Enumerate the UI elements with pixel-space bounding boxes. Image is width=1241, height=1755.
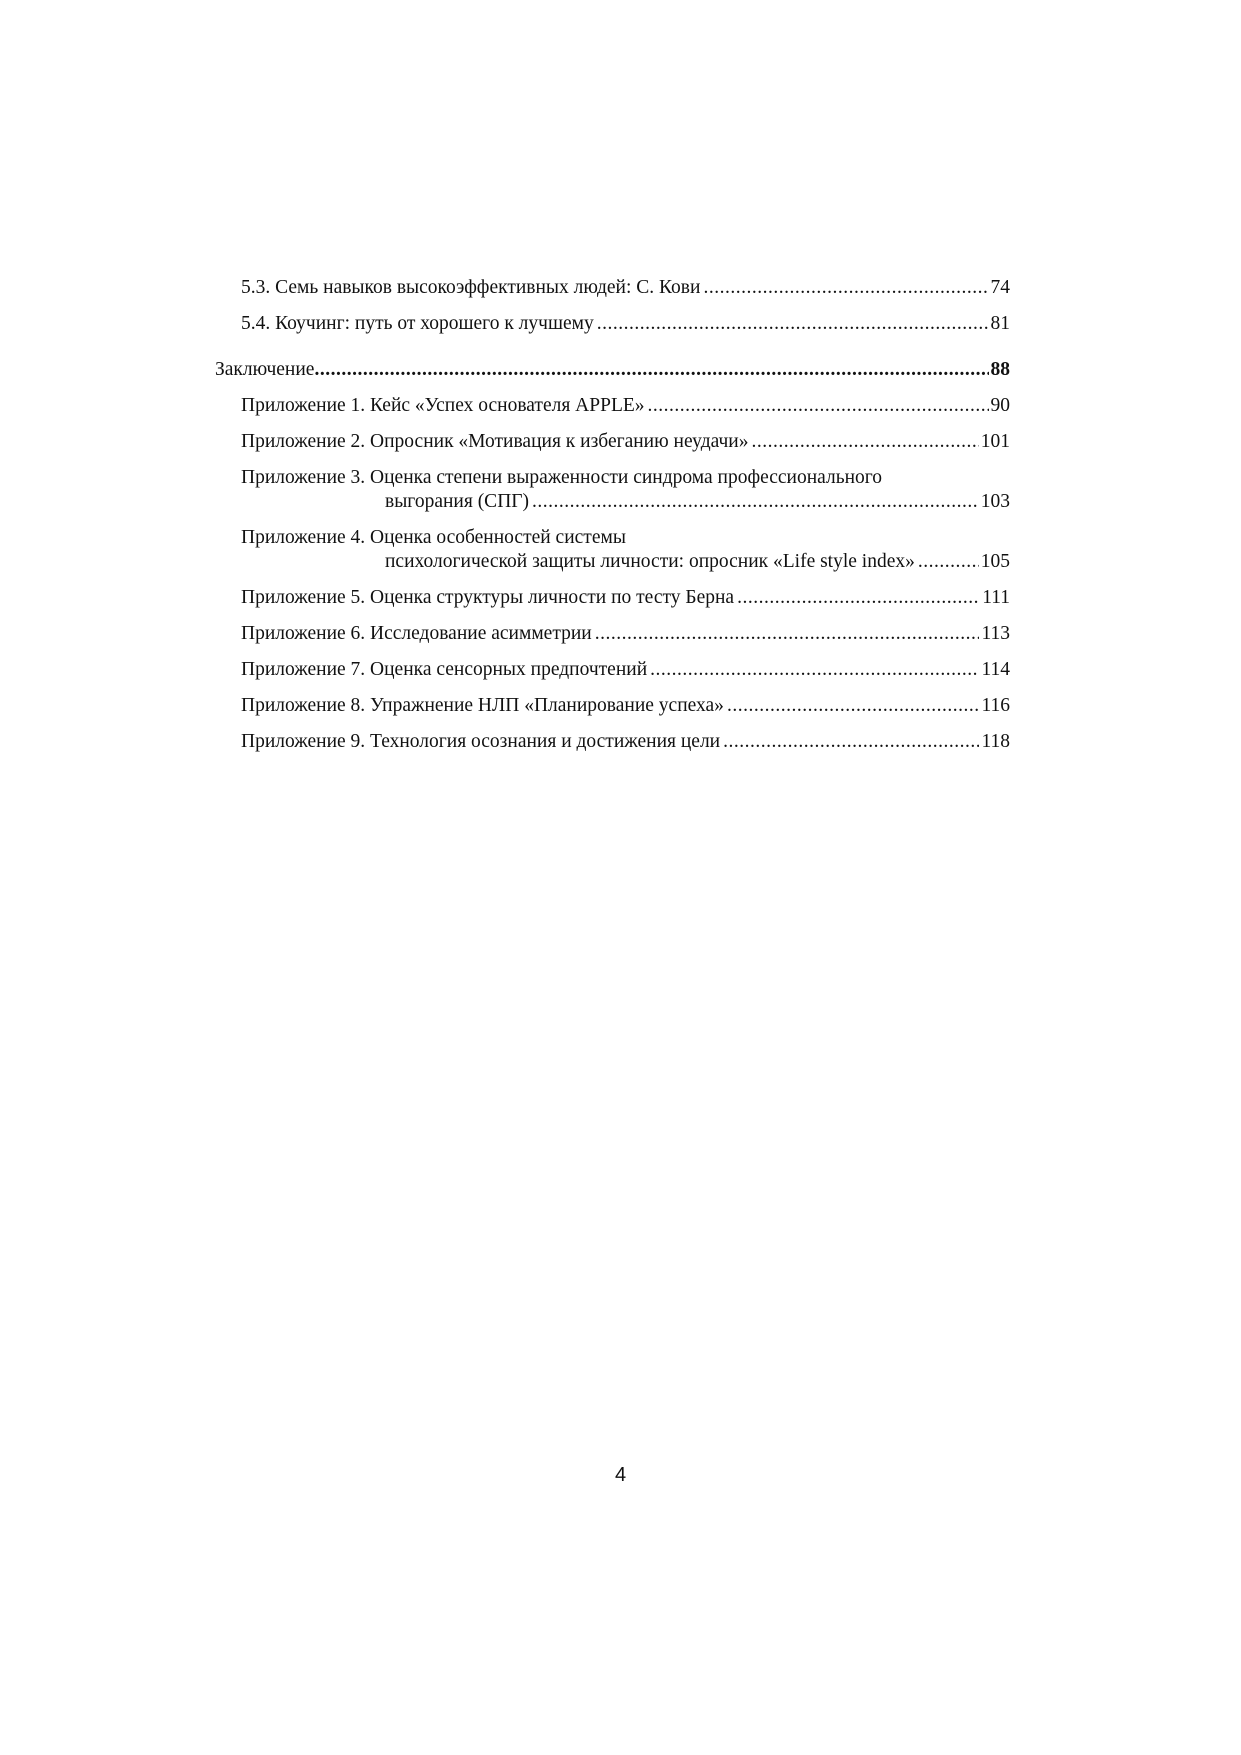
toc-leader-dots bbox=[650, 658, 979, 682]
toc-entry-title: Приложение 7. Оценка сенсорных предпочтений bbox=[241, 659, 648, 680]
page-number: 4 bbox=[614, 1464, 627, 1486]
toc-leader-dots bbox=[314, 358, 988, 382]
toc-entry-appendix-6[interactable] bbox=[215, 622, 1010, 646]
toc-entry-page: 113 bbox=[981, 623, 1010, 644]
toc-entry-title: Приложение 1. Кейс «Успех основателя APPLE» bbox=[241, 395, 645, 416]
toc-entry-title-continued: психологической защиты личности: опросник «Life style index» bbox=[385, 551, 915, 572]
toc-entry-title: Приложение 2. Опросник «Мотивация к избеганию неудачи» bbox=[241, 431, 749, 452]
toc-entry-appendix-9[interactable] bbox=[215, 730, 1010, 754]
toc-entry-title: 5.3. Семь навыков высокоэффективных людей: С. Кови bbox=[241, 277, 701, 298]
toc-entry-title-continued: выгорания (СПГ) bbox=[385, 491, 530, 512]
toc-leader-dots bbox=[751, 430, 978, 454]
toc-entry-page: 88 bbox=[990, 359, 1010, 380]
toc-entry-page: 111 bbox=[982, 587, 1010, 608]
toc-entry-appendix-4[interactable] bbox=[215, 526, 1010, 574]
toc-entry-page: 101 bbox=[980, 431, 1010, 452]
toc-leader-dots bbox=[648, 394, 989, 418]
toc-entry-title: 5.4. Коучинг: путь от хорошего к лучшему bbox=[241, 313, 594, 334]
toc-entry-page: 116 bbox=[981, 695, 1010, 716]
toc-entry-title: Приложение 5. Оценка структуры личности по тесту Берна bbox=[241, 587, 735, 608]
toc-leader-dots bbox=[737, 586, 980, 610]
toc-leader-dots bbox=[595, 622, 980, 646]
toc-entry-title: Заключение bbox=[215, 359, 315, 380]
toc-entry-page: 103 bbox=[980, 491, 1010, 512]
toc-entry-page: 74 bbox=[990, 277, 1010, 298]
toc-leader-dots bbox=[597, 312, 989, 336]
toc-entry-title: Приложение 3. Оценка степени выраженности синдрома профессионального bbox=[241, 467, 883, 488]
toc-entry-title: Приложение 4. Оценка особенностей системы bbox=[241, 527, 626, 548]
toc-entry-page: 81 bbox=[990, 313, 1010, 334]
toc-leader-dots bbox=[703, 276, 988, 300]
toc-entry-title: Приложение 9. Технология осознания и достижения цели bbox=[241, 731, 721, 752]
toc-leader-dots bbox=[723, 730, 979, 754]
toc-leader-dots bbox=[532, 490, 979, 514]
toc-entry-page: 105 bbox=[980, 551, 1010, 572]
toc-entry-appendix-2[interactable] bbox=[215, 430, 1010, 454]
toc-entry-appendix-7[interactable] bbox=[215, 658, 1010, 682]
toc-entry-conclusion[interactable] bbox=[215, 358, 1010, 382]
toc-entry-title: Приложение 6. Исследование асимметрии bbox=[241, 623, 592, 644]
toc-entry-appendix-8[interactable] bbox=[215, 694, 1010, 718]
toc-entry-5-3[interactable] bbox=[215, 276, 1010, 300]
table-of-contents bbox=[215, 276, 1010, 754]
toc-entry-page: 118 bbox=[981, 731, 1010, 752]
toc-entry-page: 90 bbox=[990, 395, 1010, 416]
toc-entry-5-4[interactable] bbox=[215, 312, 1010, 336]
toc-leader-dots bbox=[918, 550, 979, 574]
toc-leader-dots bbox=[727, 694, 980, 718]
toc-entry-appendix-1[interactable] bbox=[215, 394, 1010, 418]
toc-entry-page: 114 bbox=[981, 659, 1010, 680]
toc-entry-appendix-3[interactable] bbox=[215, 466, 1010, 514]
toc-entry-title: Приложение 8. Упражнение НЛП «Планирование успеха» bbox=[241, 695, 724, 716]
toc-entry-appendix-5[interactable] bbox=[215, 586, 1010, 610]
